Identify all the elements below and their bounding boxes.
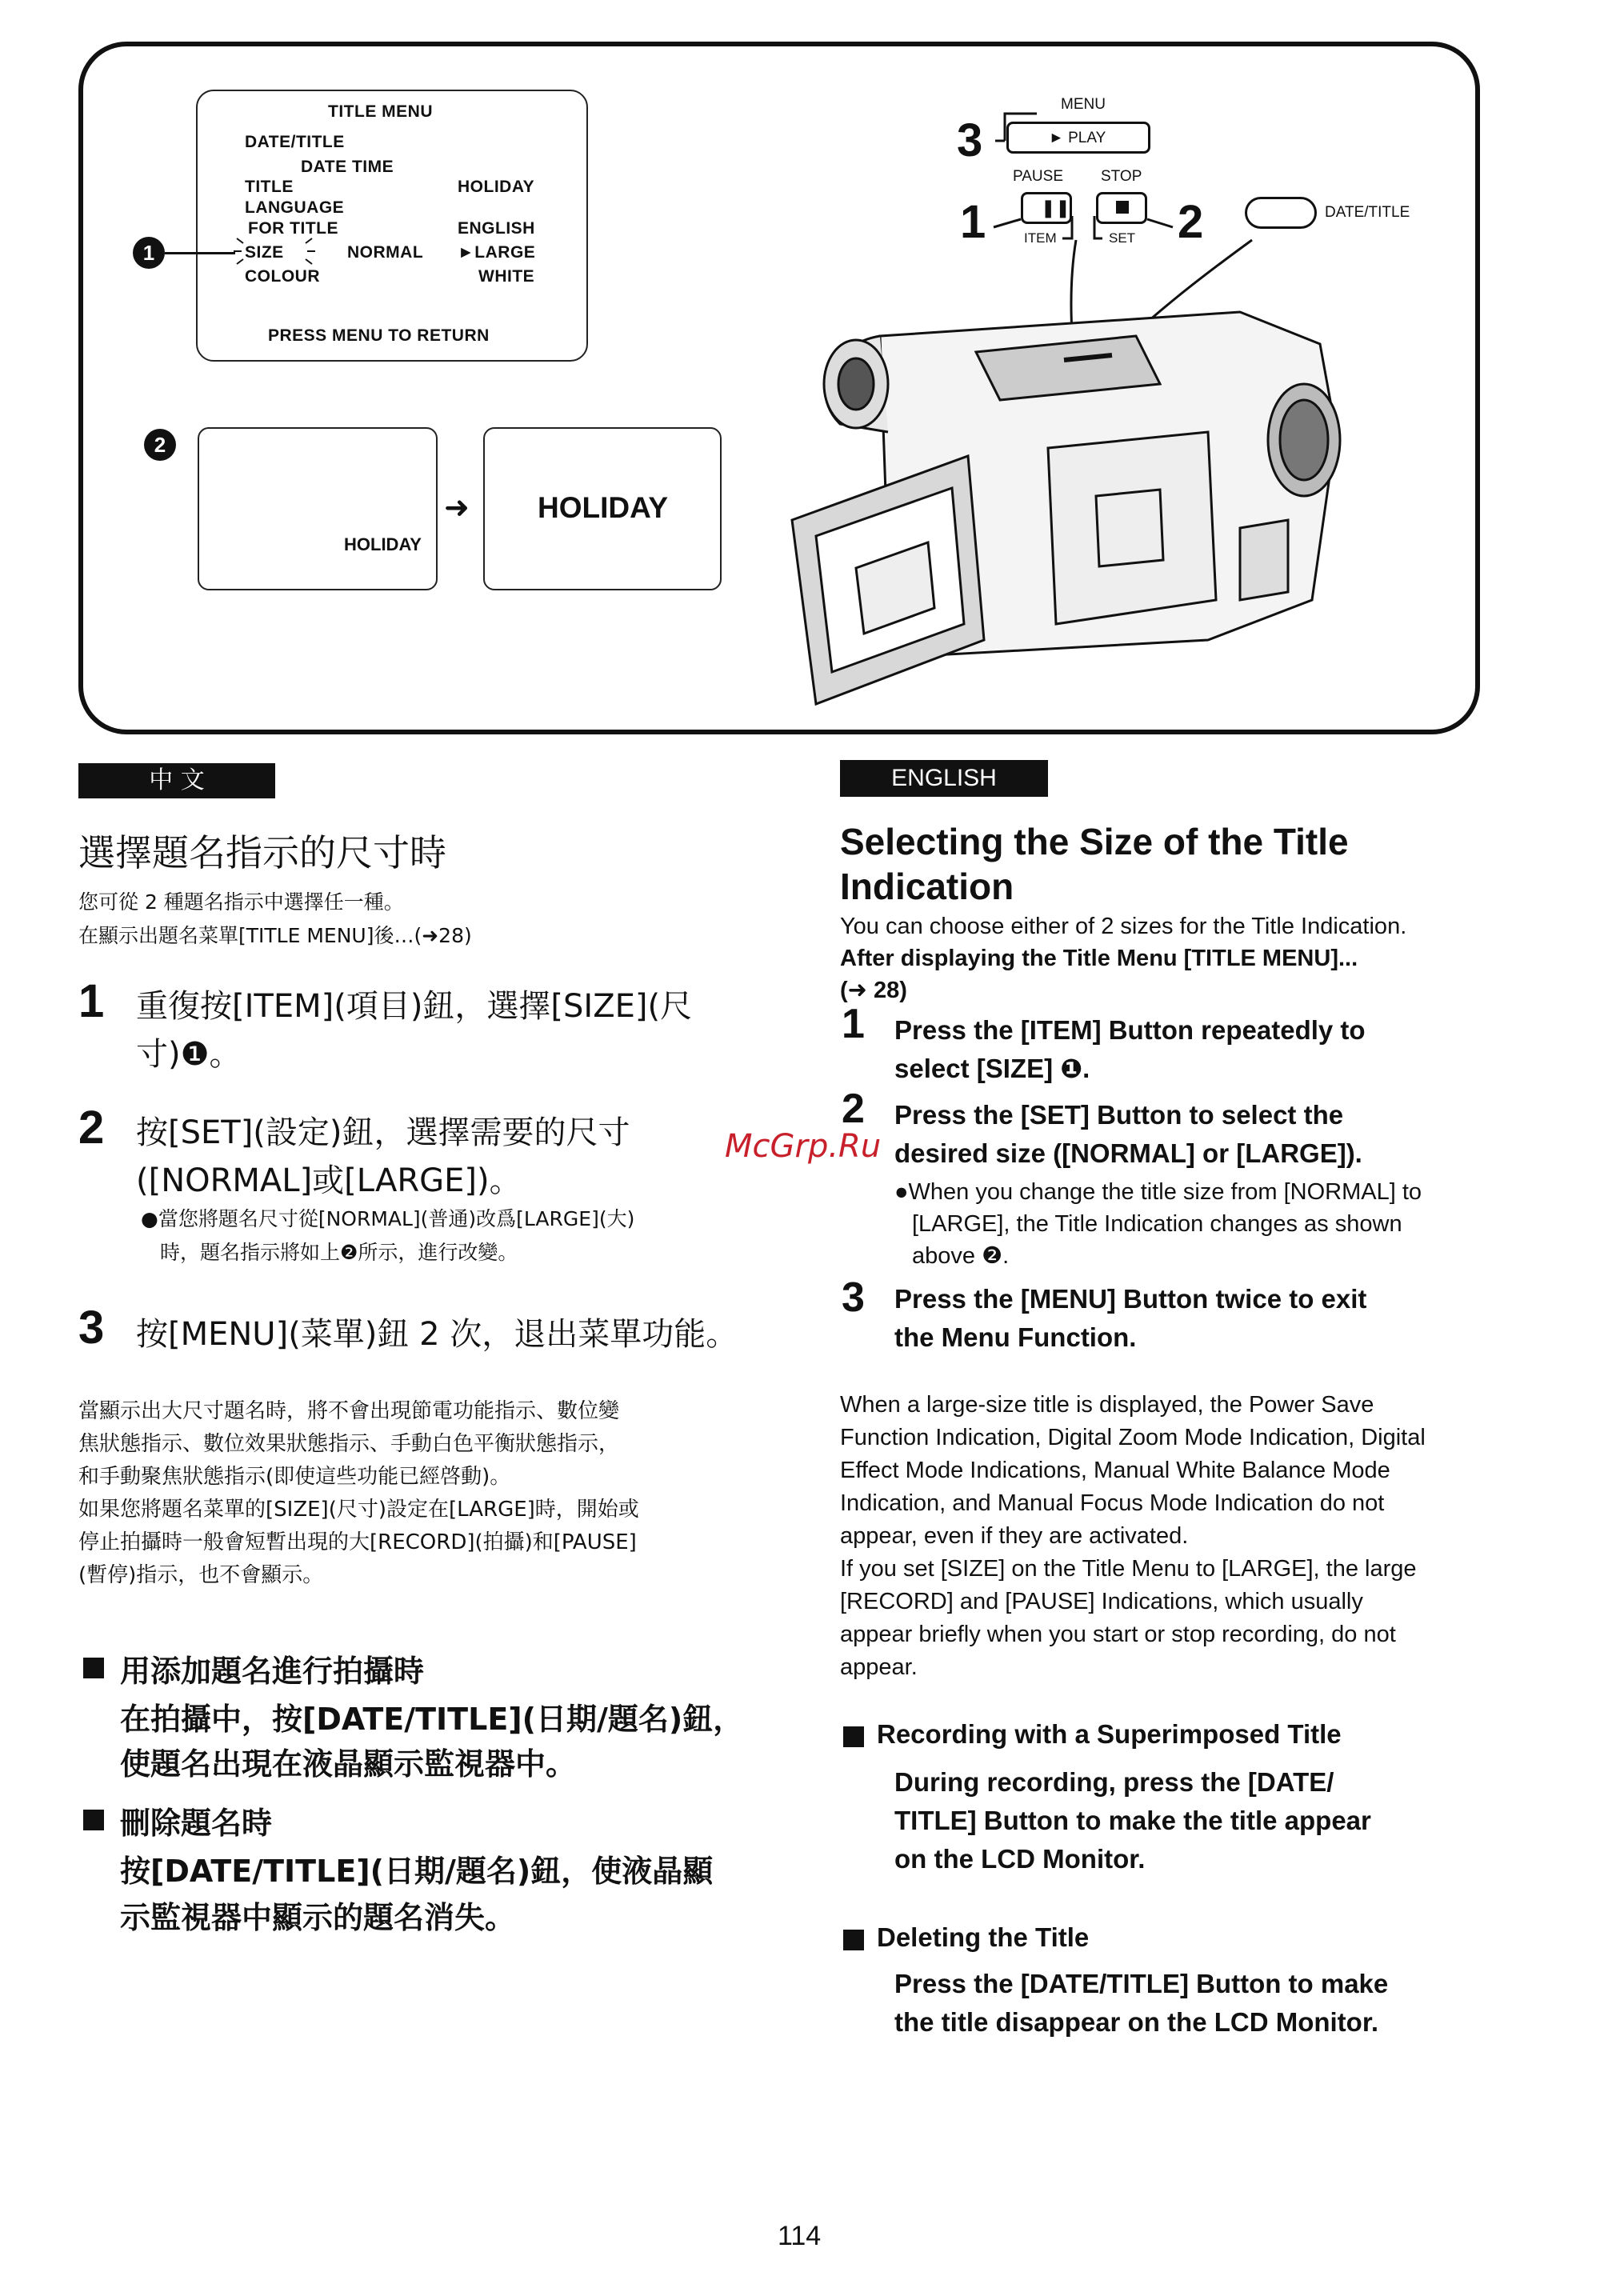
square-bullet-icon — [83, 1810, 104, 1830]
stop-label: STOP — [1101, 168, 1142, 185]
english-step-2-note-1: ●When you change the title size from [NORMAL] to — [894, 1179, 1422, 1205]
english-step-2-num: 2 — [842, 1086, 865, 1132]
english-paragraph-line: [RECORD] and [PAUSE] Indications, which usually — [840, 1589, 1363, 1614]
menu-colour-value: WHITE — [478, 267, 535, 286]
menu-language-value: ENGLISH — [458, 219, 535, 238]
square-bullet-icon — [843, 1930, 864, 1950]
chinese-intro-2: 在顯示出題名菜單[TITLE MENU]後…(➜28) — [78, 924, 472, 947]
item-label: ITEM — [1024, 230, 1057, 246]
english-step-3-num: 3 — [842, 1274, 865, 1321]
step-2-marker: 2 — [1178, 196, 1204, 248]
english-paragraph-line: appear briefly when you start or stop recording, do not — [840, 1622, 1396, 1647]
english-sub-1-line-2: TITLE] Button to make the title appear — [894, 1806, 1371, 1835]
step-3-marker: 3 — [957, 114, 983, 166]
chinese-paragraph-line: 停止拍攝時一般會短暫出現的大[RECORD](拍攝)和[PAUSE] — [78, 1530, 637, 1554]
english-step-1-line-1: Press the [ITEM] Button repeatedly to — [894, 1015, 1366, 1045]
english-paragraph-line: Function Indication, Digital Zoom Mode Indication, Digital — [840, 1425, 1426, 1450]
camcorder-illustration — [760, 224, 1384, 720]
english-tab: ENGLISH — [840, 760, 1048, 797]
chinese-step-1-num: 1 — [78, 975, 105, 1027]
english-title-line-1: Selecting the Size of the Title — [840, 821, 1349, 862]
set-label: SET — [1109, 230, 1136, 246]
chinese-step-2-note-2: 時，題名指示將如上❷所示，進行改變。 — [160, 1241, 518, 1264]
date-title-label: DATE/TITLE — [1325, 204, 1410, 221]
english-paragraph-line: appear, even if they are activated. — [840, 1523, 1189, 1549]
english-step-2-line-1: Press the [SET] Button to select the — [894, 1100, 1344, 1130]
english-paragraph-line: If you set [SIZE] on the Title Menu to [LARGE], the large — [840, 1556, 1417, 1582]
english-sub-1-line-1: During recording, press the [DATE/ — [894, 1767, 1334, 1797]
marker-1-icon: 1 — [133, 237, 165, 269]
page-number: 114 — [778, 2221, 822, 2251]
english-intro: You can choose either of 2 sizes for the Title Indication. — [840, 914, 1407, 939]
menu-title-value: HOLIDAY — [458, 178, 535, 196]
screen-normal-title: HOLIDAY — [344, 534, 422, 554]
pause-label: PAUSE — [1013, 168, 1064, 185]
chinese-step-3-line-1: 按[MENU](菜單)鈕 2 次，退出菜單功能。 — [136, 1316, 738, 1353]
english-sub-2-line-1: Press the [DATE/TITLE] Button to make — [894, 1969, 1389, 1998]
chinese-paragraph — [78, 1395, 639, 1592]
title-menu-heading: TITLE MENU — [328, 102, 433, 121]
menu-footer: PRESS MENU TO RETURN — [268, 326, 490, 345]
english-paragraph-line: When a large-size title is displayed, the Power Save — [840, 1392, 1374, 1418]
chinese-intro-1: 您可從 2 種題名指示中選擇任一種。 — [78, 890, 404, 914]
english-sub-2-line-2: the title disappear on the LCD Monitor. — [894, 2007, 1379, 2037]
screen-large-title: HOLIDAY — [538, 491, 669, 524]
square-bullet-icon — [83, 1658, 104, 1678]
menu-colour-label: COLOUR — [245, 267, 320, 286]
english-sub-1-line-3: on the LCD Monitor. — [894, 1844, 1146, 1874]
english-paragraph-line: Indication, and Manual Focus Mode Indication do not — [840, 1490, 1385, 1516]
pause-icon: ❚❚ — [1041, 198, 1070, 218]
play-label: ► PLAY — [1049, 130, 1106, 146]
english-step-1-num: 1 — [842, 1001, 865, 1047]
chinese-step-3-num: 3 — [78, 1302, 105, 1354]
chinese-sub-1-heading: 用添加題名進行拍攝時 — [120, 1654, 425, 1689]
menu-label: MENU — [1061, 96, 1106, 113]
chinese-sub-2-line-1: 按[DATE/TITLE](日期/題名)鈕，使液晶顯 — [120, 1854, 714, 1889]
english-paragraph — [840, 1389, 1426, 1684]
chinese-paragraph-line: 如果您將題名菜單的[SIZE](尺寸)設定在[LARGE]時，開始或 — [78, 1498, 639, 1522]
chinese-step-2-num: 2 — [78, 1102, 105, 1154]
chinese-step-2-line-1: 按[SET](設定)鈕，選擇需要的尺寸 — [136, 1114, 630, 1151]
chinese-paragraph-line: 當顯示出大尺寸題名時，將不會出現節電功能指示、數位變 — [78, 1399, 620, 1423]
menu-date-time: DATE TIME — [301, 158, 394, 176]
english-step-1-line-2: select [SIZE] ❶. — [894, 1054, 1090, 1083]
chinese-tab: 中 文 — [78, 763, 275, 798]
english-title-line-2: Indication — [840, 866, 1014, 907]
chinese-step-1-line-2: 寸)❶。 — [136, 1036, 242, 1073]
arrow-right-icon: ➜ — [444, 491, 470, 525]
chinese-step-2-note-1: ●當您將題名尺寸從[NORMAL](普通)改爲[LARGE](大) — [141, 1207, 635, 1230]
menu-for-title-label: FOR TITLE — [248, 219, 338, 238]
english-paragraph-line: appear. — [840, 1654, 918, 1680]
english-after-2: (➜ 28) — [840, 978, 907, 1003]
chinese-step-2-line-2: ([NORMAL]或[LARGE])。 — [136, 1162, 522, 1199]
english-sub-1-heading: Recording with a Superimposed Title — [877, 1719, 1342, 1749]
chinese-paragraph-line: 和手動聚焦狀態指示(即使這些功能已經啓動)。 — [78, 1465, 511, 1489]
english-step-2-note-2: [LARGE], the Title Indication changes as shown — [912, 1211, 1402, 1237]
menu-date-title: DATE/TITLE — [245, 133, 345, 151]
english-paragraph-line: Effect Mode Indications, Manual White Balance Mode — [840, 1458, 1390, 1483]
chinese-sub-1-line-2: 使題名出現在液晶顯示監視器中。 — [120, 1746, 577, 1782]
chinese-sub-2-line-2: 示監視器中顯示的題名消失。 — [120, 1900, 516, 1935]
marker-1-leader — [165, 252, 235, 254]
marker-2-icon: 2 — [144, 429, 176, 461]
menu-title-label: TITLE — [245, 178, 294, 196]
english-sub-2-heading: Deleting the Title — [877, 1922, 1090, 1952]
chinese-sub-1-line-1: 在拍攝中，按[DATE/TITLE](日期/題名)鈕， — [120, 1702, 744, 1737]
chinese-sub-2-heading: 刪除題名時 — [120, 1806, 273, 1841]
chinese-paragraph-line: (暫停)指示，也不會顯示。 — [78, 1563, 324, 1587]
chinese-paragraph-line: 焦狀態指示、數位效果狀態指示、手動白色平衡狀態指示， — [78, 1432, 620, 1456]
screen-normal — [198, 427, 438, 590]
english-step-2-line-2: desired size ([NORMAL] or [LARGE]). — [894, 1138, 1362, 1168]
step-1-marker: 1 — [960, 196, 986, 248]
size-blink-marks — [226, 232, 330, 288]
menu-language-label: LANGUAGE — [245, 198, 345, 217]
english-step-3-line-1: Press the [MENU] Button twice to exit — [894, 1284, 1367, 1314]
english-step-2-note-3: above ❷. — [912, 1243, 1010, 1269]
watermark: McGrp.Ru — [725, 1128, 882, 1165]
menu-size-label: SIZE — [245, 243, 284, 262]
chinese-step-1-line-1: 重復按[ITEM](項目)鈕，選擇[SIZE](尺 — [136, 988, 693, 1025]
menu-size-normal: NORMAL — [347, 243, 424, 262]
chinese-title: 選擇題名指示的尺寸時 — [78, 831, 446, 874]
menu-size-large: ►LARGE — [458, 243, 536, 262]
english-step-3-line-2: the Menu Function. — [894, 1322, 1137, 1352]
square-bullet-icon — [843, 1726, 864, 1747]
english-after-1: After displaying the Title Menu [TITLE MENU]... — [840, 946, 1358, 971]
play-button[interactable] — [1006, 122, 1150, 154]
